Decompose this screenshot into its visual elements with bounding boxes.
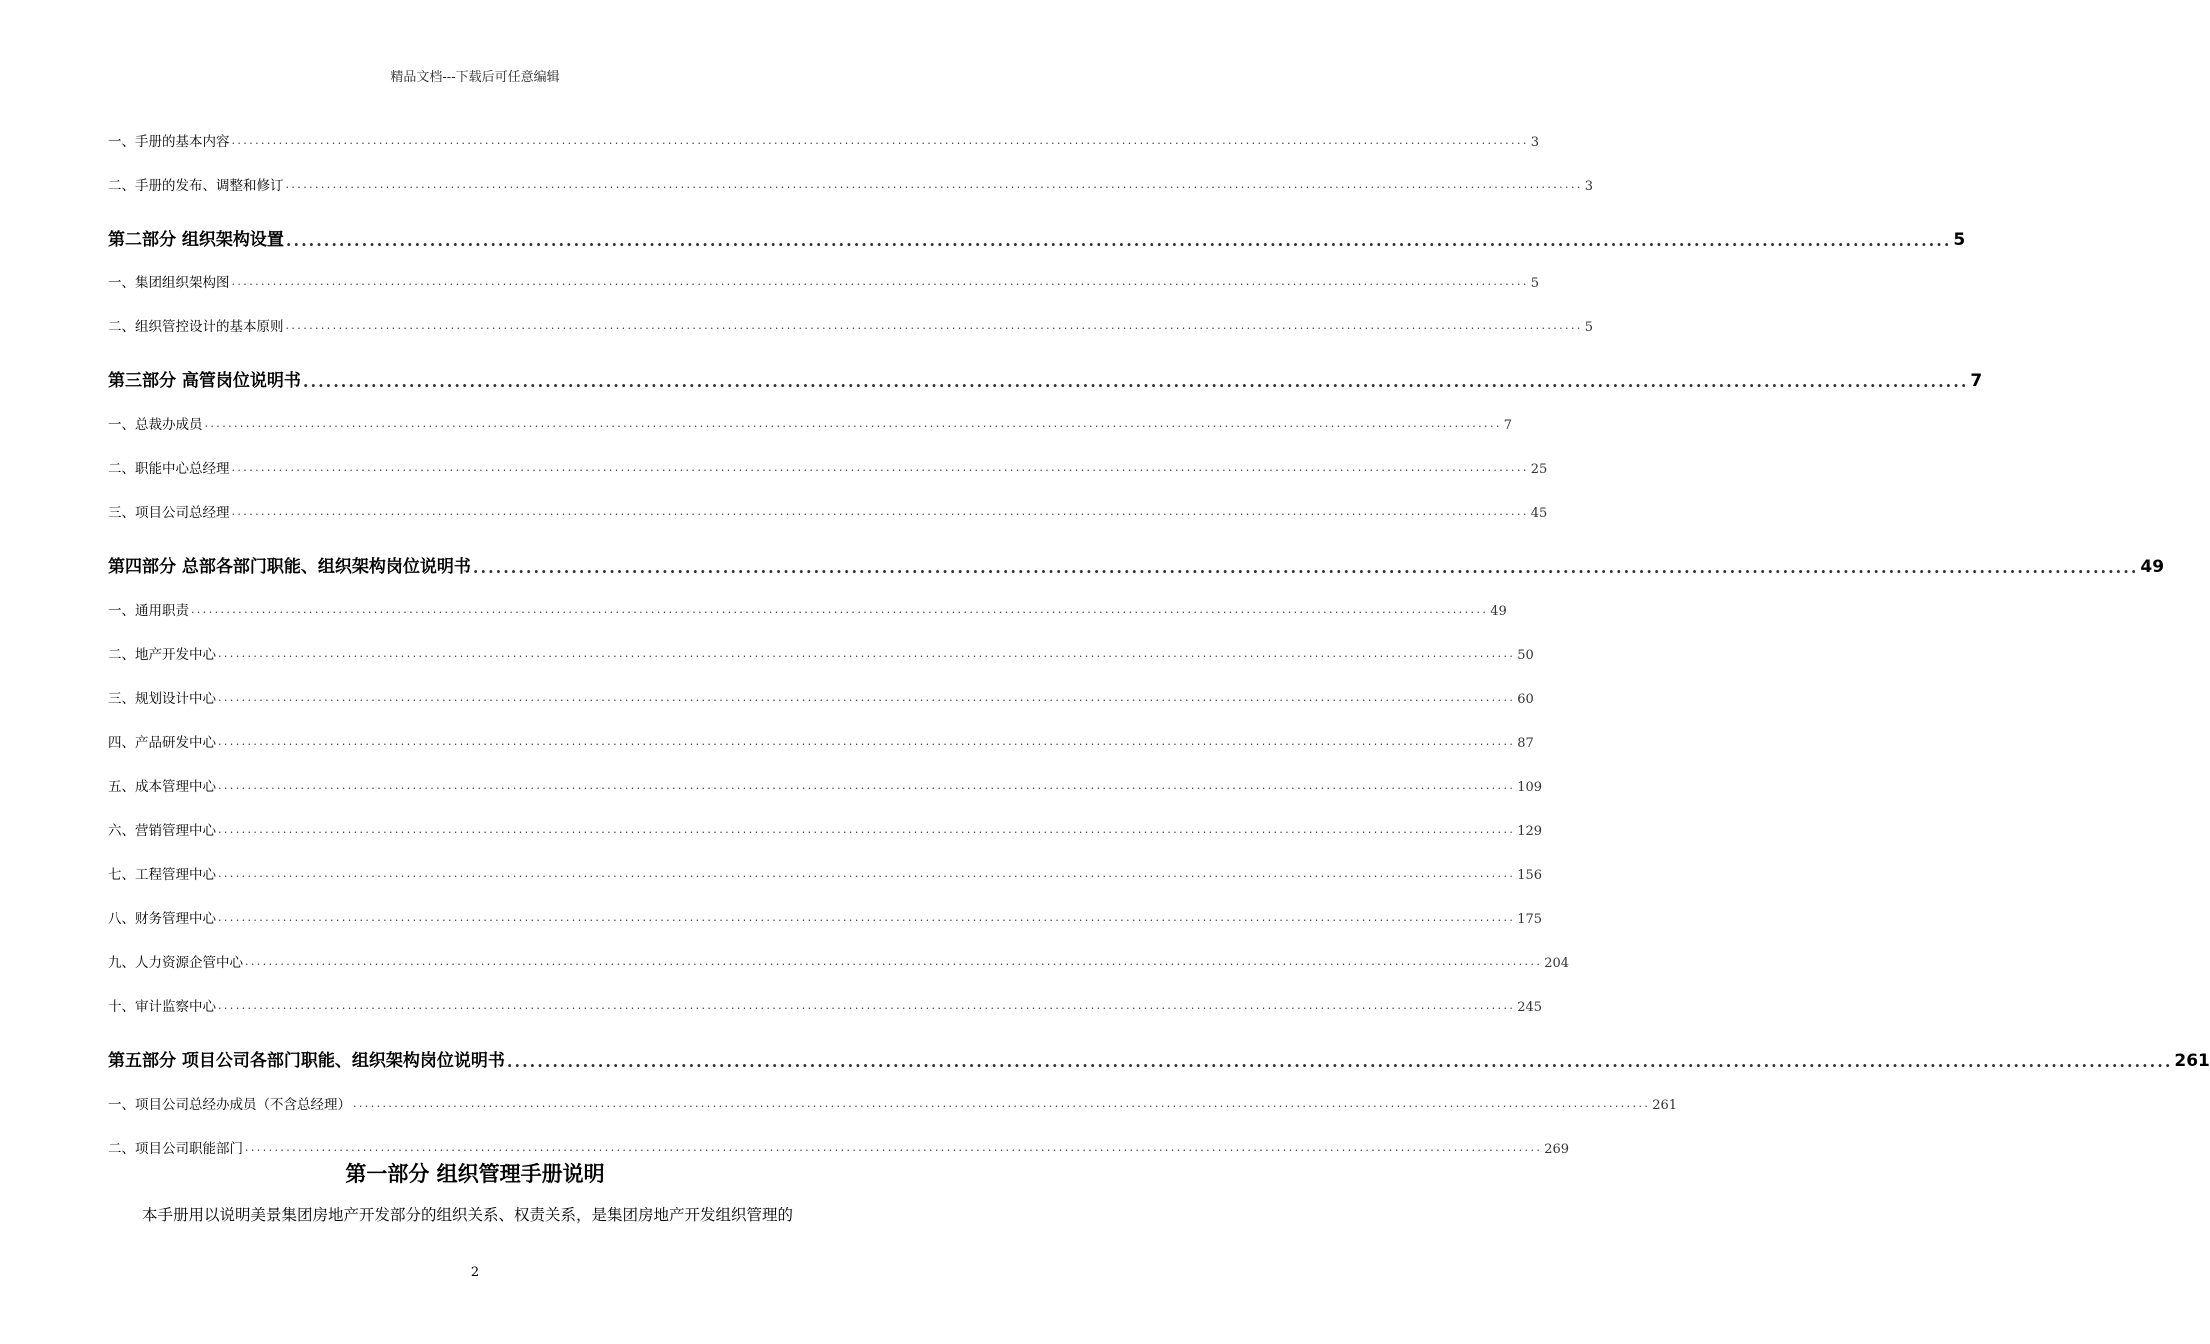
- toc-leader-dots: ............................................................................................................................................................................................................................: [302, 372, 1969, 391]
- toc-leader-dots: ............................................................................................................................................................................................................................: [218, 823, 1516, 836]
- body-paragraph: 本手册用以说明美景集团房地产开发部分的组织关系、权责关系，是集团房地产开发组织管理的: [142, 1206, 794, 1224]
- toc-leader-dots: ............................................................................................................................................................................................................................: [231, 275, 1529, 288]
- toc-entry-label: 七、工程管理中心: [108, 867, 216, 883]
- toc-entry-page: 269: [1544, 1142, 1570, 1157]
- toc-entry[interactable]: [108, 995, 1543, 1015]
- toc-entry[interactable]: [108, 1093, 1678, 1113]
- toc-entry-page: 50: [1517, 648, 1534, 663]
- toc-entry-page: 87: [1517, 736, 1534, 751]
- toc-entry-page: 129: [1517, 824, 1543, 839]
- section-title: 第一部分 组织管理手册说明: [345, 1162, 605, 1186]
- toc-leader-dots: ............................................................................................................................................................................................................................: [231, 505, 1529, 518]
- toc-entry-page: 175: [1517, 912, 1543, 927]
- toc-entry-page: 5: [1584, 320, 1594, 335]
- toc-entry[interactable]: [108, 819, 1543, 839]
- toc-entry-label: 三、项目公司总经理: [108, 505, 230, 521]
- toc-leader-dots: ............................................................................................................................................................................................................................: [353, 1097, 1651, 1110]
- toc-entry-page: 109: [1517, 780, 1543, 795]
- toc-part-entry[interactable]: [108, 1047, 2210, 1071]
- toc-entry-label: 三、规划设计中心: [108, 691, 216, 707]
- toc-entry-label: 二、地产开发中心: [108, 647, 216, 663]
- toc-entry-label: 十、审计监察中心: [108, 999, 216, 1015]
- toc-entry[interactable]: [108, 863, 1543, 883]
- toc-entry-page: 49: [1490, 604, 1507, 619]
- toc-entry-label: 二、项目公司职能部门: [108, 1141, 243, 1157]
- toc-leader-dots: ............................................................................................................................................................................................................................: [218, 911, 1516, 924]
- toc-entry[interactable]: [108, 457, 1548, 477]
- toc-entry-page: 49: [2140, 557, 2165, 577]
- toc-entry[interactable]: [108, 271, 1540, 291]
- page-number: 2: [470, 1265, 480, 1280]
- toc-leader-dots: ............................................................................................................................................................................................................................: [472, 558, 2139, 577]
- toc-entry[interactable]: [108, 687, 1534, 707]
- toc-entry-page: 3: [1530, 135, 1540, 150]
- toc-entry[interactable]: [108, 1137, 1570, 1157]
- toc-entry-label: 一、总裁办成员: [108, 417, 203, 433]
- toc-entry-label: 一、手册的基本内容: [108, 134, 230, 150]
- toc-entry-page: 261: [2174, 1051, 2210, 1071]
- toc-entry-label: 第四部分 总部各部门职能、组织架构岗位说明书: [108, 557, 471, 577]
- toc-entry-page: 5: [1530, 276, 1540, 291]
- toc-entry-page: 261: [1652, 1098, 1678, 1113]
- toc-entry[interactable]: [108, 174, 1594, 194]
- toc-entry-label: 九、人力资源企管中心: [108, 955, 243, 971]
- toc-leader-dots: ............................................................................................................................................................................................................................: [285, 178, 1583, 191]
- toc-entry[interactable]: [108, 907, 1543, 927]
- page-header: 精品文档---下载后可任意编辑: [390, 70, 560, 85]
- toc-leader-dots: ............................................................................................................................................................................................................................: [245, 1141, 1543, 1154]
- toc-part-entry[interactable]: [108, 226, 1966, 250]
- toc-entry-label: 第二部分 组织架构设置: [108, 230, 284, 250]
- toc-entry-label: 一、通用职责: [108, 603, 189, 619]
- toc-leader-dots: ............................................................................................................................................................................................................................: [191, 603, 1489, 616]
- toc-entry[interactable]: [108, 731, 1534, 751]
- toc-entry-page: 7: [1503, 418, 1513, 433]
- toc-leader-dots: ............................................................................................................................................................................................................................: [506, 1052, 2173, 1071]
- toc-entry-page: 245: [1517, 1000, 1543, 1015]
- toc-leader-dots: ............................................................................................................................................................................................................................: [218, 999, 1516, 1012]
- toc-leader-dots: ............................................................................................................................................................................................................................: [218, 735, 1516, 748]
- toc-entry[interactable]: [108, 315, 1594, 335]
- toc-entry-label: 八、财务管理中心: [108, 911, 216, 927]
- toc-entry[interactable]: [108, 130, 1540, 150]
- toc-leader-dots: ............................................................................................................................................................................................................................: [285, 319, 1583, 332]
- toc-entry[interactable]: [108, 413, 1513, 433]
- toc-leader-dots: ............................................................................................................................................................................................................................: [245, 955, 1543, 968]
- toc-entry[interactable]: [108, 599, 1507, 619]
- toc-entry-page: 60: [1517, 692, 1534, 707]
- toc-entry-label: 一、项目公司总经办成员（不含总经理）: [108, 1097, 351, 1113]
- toc-entry[interactable]: [108, 643, 1534, 663]
- toc-leader-dots: ............................................................................................................................................................................................................................: [285, 231, 1952, 250]
- toc-leader-dots: ............................................................................................................................................................................................................................: [218, 779, 1516, 792]
- toc-entry-page: 156: [1517, 868, 1543, 883]
- toc-entry[interactable]: [108, 501, 1548, 521]
- toc-entry-label: 六、营销管理中心: [108, 823, 216, 839]
- toc-entry-label: 二、手册的发布、调整和修订: [108, 178, 284, 194]
- toc-leader-dots: ............................................................................................................................................................................................................................: [218, 647, 1516, 660]
- toc-entry[interactable]: [108, 775, 1543, 795]
- toc-leader-dots: ............................................................................................................................................................................................................................: [218, 867, 1516, 880]
- toc-entry-label: 二、组织管控设计的基本原则: [108, 319, 284, 335]
- toc-entry[interactable]: [108, 951, 1570, 971]
- toc-entry-label: 第三部分 高管岗位说明书: [108, 371, 301, 391]
- toc-part-entry[interactable]: [108, 553, 2165, 577]
- toc-entry-label: 四、产品研发中心: [108, 735, 216, 751]
- toc-entry-page: 3: [1584, 179, 1594, 194]
- toc-leader-dots: ............................................................................................................................................................................................................................: [231, 461, 1529, 474]
- toc-leader-dots: ............................................................................................................................................................................................................................: [231, 134, 1529, 147]
- toc-entry-page: 204: [1544, 956, 1570, 971]
- toc-entry-label: 二、职能中心总经理: [108, 461, 230, 477]
- toc-entry-page: 45: [1530, 506, 1548, 521]
- toc-entry-page: 5: [1953, 230, 1966, 250]
- toc-entry-label: 一、集团组织架构图: [108, 275, 230, 291]
- toc-entry-label: 第五部分 项目公司各部门职能、组织架构岗位说明书: [108, 1051, 505, 1071]
- toc-leader-dots: ............................................................................................................................................................................................................................: [218, 691, 1516, 704]
- toc-leader-dots: ............................................................................................................................................................................................................................: [204, 417, 1502, 430]
- toc-entry-page: 7: [1970, 371, 1983, 391]
- toc-part-entry[interactable]: [108, 367, 1983, 391]
- toc-entry-page: 25: [1530, 462, 1548, 477]
- toc-entry-label: 五、成本管理中心: [108, 779, 216, 795]
